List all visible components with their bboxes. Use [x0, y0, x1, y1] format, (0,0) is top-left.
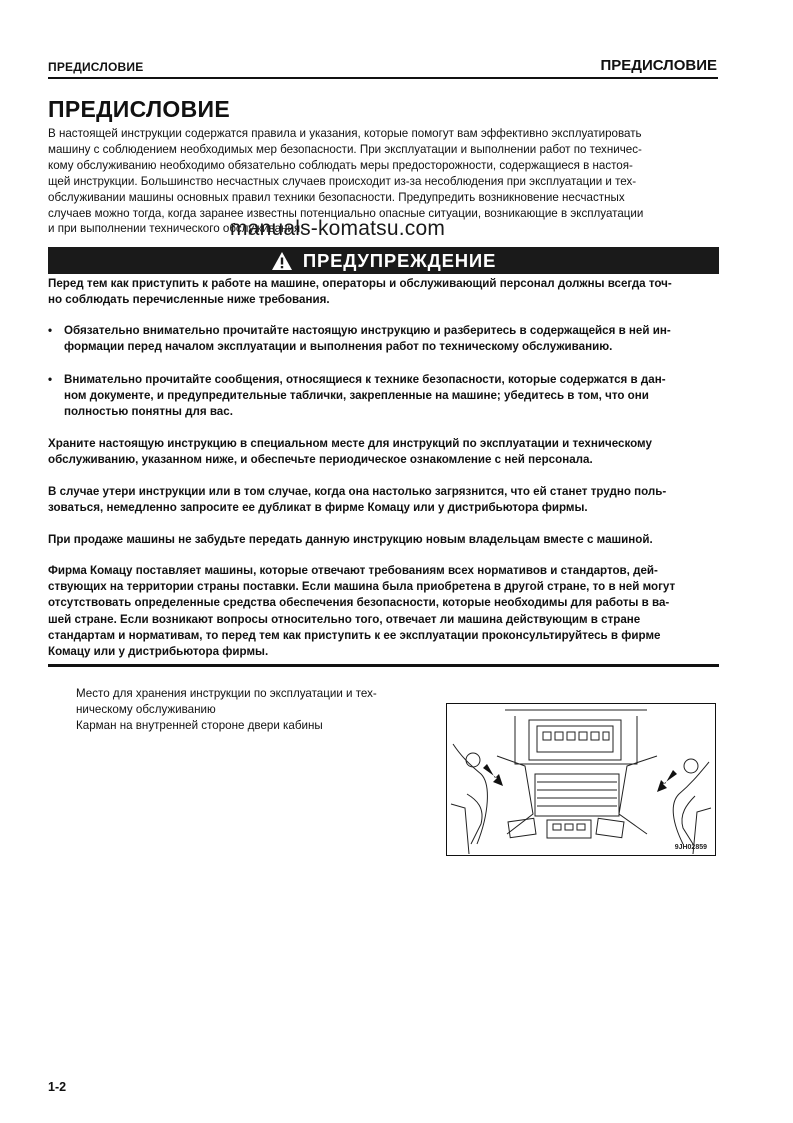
figure-code: 9JH02859	[674, 844, 707, 851]
bullet-item	[48, 372, 720, 421]
warning-intro-line: но соблюдать перечисленные ниже требования.	[48, 293, 330, 307]
paragraph-line: В случае утери инструкции или в том случае, когда она настолько загрязнится, что ей станет трудно поль-	[48, 485, 667, 498]
bullet-item	[48, 323, 720, 355]
bullet-symbol: •	[48, 324, 53, 337]
bullet-text	[64, 323, 720, 355]
paragraph-line: ствующих на территории страны поставки. Если машина была приобретена в другой стране, то в ней могут	[48, 580, 676, 594]
storage-line: Место для хранения инструкции по эксплуатации и тех-	[76, 687, 377, 700]
paragraph-line: отсутствовать определенные средства обеспечения безопасности, которые необходимы для работы в ва-	[48, 596, 670, 610]
cab-interior-figure	[446, 703, 716, 856]
section-divider	[48, 664, 719, 667]
watermark: manuals-komatsu.com	[230, 217, 446, 240]
bullet-line: формации перед началом эксплуатации и выполнения работ по техническому обслуживанию.	[64, 340, 613, 354]
header-section-left: ПРЕДИСЛОВИЕ	[48, 60, 144, 74]
paragraph-line: При продаже машины не забудьте передать данную инструкцию новым владельцам вместе с машиной.	[48, 533, 653, 546]
paragraph-line: шей стране. Если возникают вопросы относительно того, отвечает ли машина действующим в стране	[48, 612, 641, 626]
intro-line: кому обслуживанию необходимо обязательно соблюдать меры предосторожности, содержащиеся в настоя-	[48, 158, 633, 172]
page-title: ПРЕДИСЛОВИЕ	[48, 96, 230, 122]
warning-intro-line: Перед тем как приступить к работе на машине, операторы и обслуживающий персонал должны всегда точ-	[48, 277, 672, 290]
intro-line: обслуживании машины основных правил техники безопасности. Предупредить возникновение несчастных	[48, 190, 625, 204]
header-divider	[48, 77, 718, 79]
bullet-line: Обязательно внимательно прочитайте настоящую инструкцию и разберитесь в содержащейся в ней ин-	[64, 324, 671, 337]
paragraph-line: стандартам и нормативам, то перед тем как приступить к ее эксплуатации проконсультируйтесь в фирме	[48, 628, 661, 642]
cab-interior-illustration	[447, 704, 715, 855]
intro-line: и при выполнении технического обслуживания.	[48, 222, 304, 236]
paragraph-line: Фирма Комацу поставляет машины, которые отвечают требованиям всех нормативов и стандартов, дей-	[48, 564, 658, 577]
warning-intro	[48, 276, 720, 308]
warning-label: ПРЕДУПРЕЖДЕНИЕ	[302, 249, 497, 271]
intro-line: щей инструкции. Большинство несчастных случаев происходит из-за несоблюдения при эксплуатации и тех-	[48, 174, 637, 188]
bullet-line: ном документе, и предупредительные таблички, закрепленные на машине; убедитесь в том, что они	[64, 389, 649, 403]
paragraph-line: Комацу или у дистрибьютора фирмы.	[48, 645, 269, 659]
storage-line: ническому обслуживанию	[76, 703, 216, 716]
warning-banner	[48, 247, 719, 274]
bullet-line: Внимательно прочитайте сообщения, относящиеся к технике безопасности, которые содержатся в дан-	[64, 373, 666, 386]
intro-line: случаев можно тогда, когда заранее известны потенциально опасные ситуации, возникающие в эксплуатации	[48, 206, 644, 220]
header-section-right: ПРЕДИСЛОВИЕ	[600, 57, 717, 74]
paragraph-sale	[48, 532, 720, 548]
storage-location	[76, 686, 436, 734]
bullet-line: полностью понятны для вас.	[64, 405, 233, 419]
paragraph-line: Храните настоящую инструкцию в специальном месте для инструкций по эксплуатации и техническому	[48, 437, 652, 450]
paragraph-storage	[48, 436, 720, 468]
intro-line: В настоящей инструкции содержатся правила и указания, которые помогут вам эффективно эксплуатировать	[48, 127, 642, 140]
paragraph-duplicate	[48, 484, 720, 516]
storage-line: Карман на внутренней стороне двери кабины	[76, 719, 323, 732]
paragraph-standards	[48, 563, 720, 660]
paragraph-line: зоваться, немедленно запросите ее дубликат в фирме Комацу или у дистрибьютора фирмы.	[48, 501, 588, 515]
warning-triangle-icon	[271, 251, 293, 271]
paragraph-line: обслуживанию, указанном ниже, и обеспечьте периодическое ознакомление с ней персонала.	[48, 453, 593, 467]
page-number: 1-2	[48, 1080, 67, 1094]
bullet-symbol: •	[48, 373, 53, 386]
bullet-text	[64, 372, 720, 421]
intro-line: машину с соблюдением необходимых мер безопасности. При эксплуатации и выполнении работ по техничес-	[48, 142, 642, 156]
